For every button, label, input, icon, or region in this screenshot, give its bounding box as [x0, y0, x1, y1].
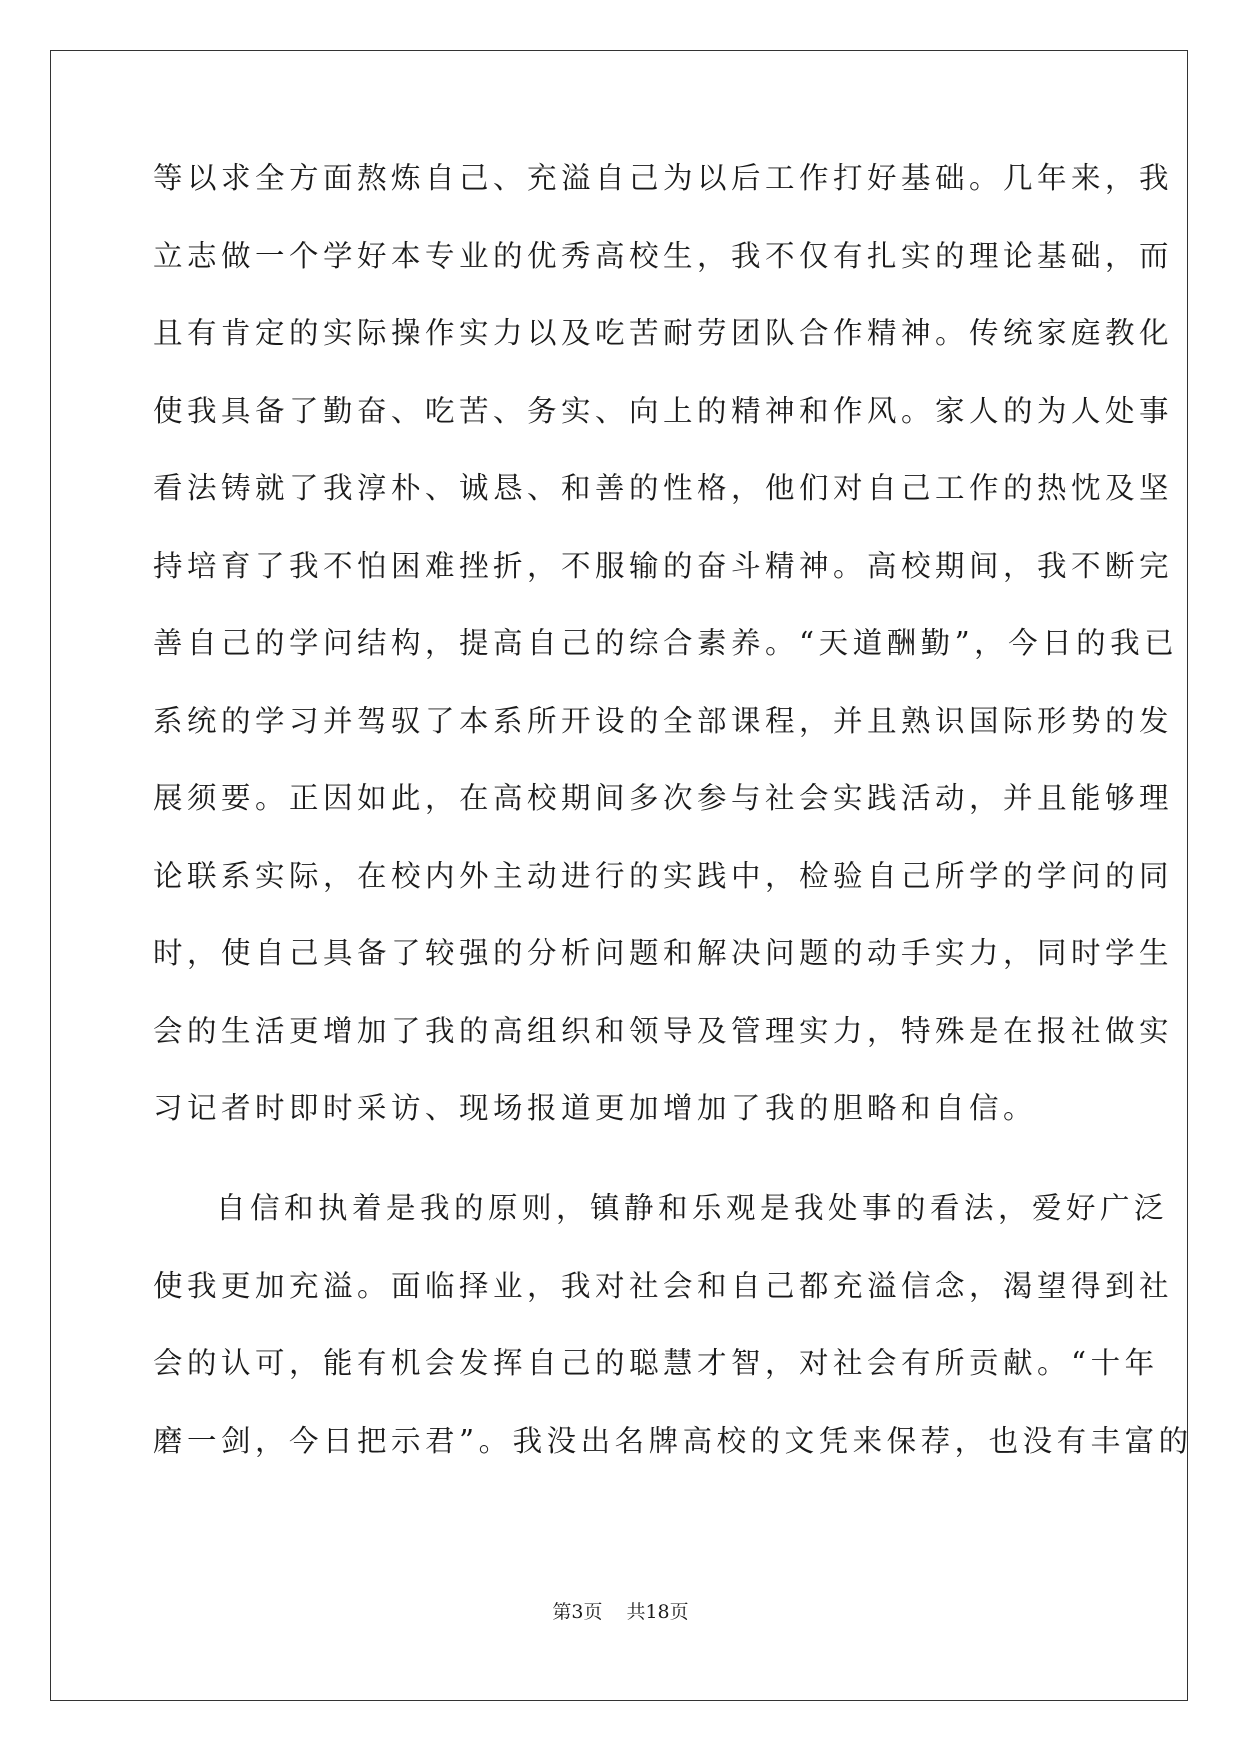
- paragraph-start-line: 自信和执着是我的原则，镇静和乐观是我处事的看法，爱好广泛: [216, 1191, 1169, 1225]
- text-line: 展须要。正因如此，在高校期间多次参与社会实践活动，并且能够理: [153, 781, 1174, 815]
- text-line: 看法铸就了我淳朴、诚恳、和善的性格，他们对自己工作的热忱及坚: [153, 471, 1174, 505]
- text-line: 使我更加充溢。面临择业，我对社会和自己都充溢信念，渴望得到社: [153, 1268, 1174, 1303]
- text-line: 论联系实际，在校内外主动进行的实践中，检验自己所学的学问的同: [153, 858, 1174, 893]
- text-line: 会的认可，能有机会发挥自己的聪慧才智，对社会有所贡献。“十年: [153, 1346, 1159, 1380]
- document-body: [153, 160, 1193, 1500]
- text-line: 立志做一个学好本专业的优秀高校生，我不仅有扎实的理论基础，而: [153, 238, 1174, 273]
- page-total: 共18页: [626, 1601, 689, 1623]
- text-line: 系统的学习并驾驭了本系所开设的全部课程，并且熟识国际形势的发: [153, 703, 1174, 738]
- text-line: 且有肯定的实际操作实力以及吃苦耐劳团队合作精神。传统家庭教化: [153, 316, 1174, 350]
- text-line: 善自己的学问结构，提高自己的综合素养。“天道酬勤”，今日的我已: [153, 626, 1179, 660]
- text-line: 持培育了我不怕困难挫折，不服输的奋斗精神。高校期间，我不断完: [153, 548, 1174, 583]
- text-line: 使我具备了勤奋、吃苦、务实、向上的精神和作风。家人的为人处事: [153, 393, 1174, 428]
- text-line: 磨一剑，今日把示君”。我没出名牌高校的文凭来保荐，也没有丰富的: [153, 1423, 1193, 1458]
- text-line: 等以求全方面熬炼自己、充溢自己为以后工作打好基础。几年来，我: [153, 161, 1174, 195]
- page-number: 第3页: [552, 1601, 603, 1623]
- paragraph-end-line: 习记者时即时采访、现场报道更加增加了我的胆略和自信。: [153, 1091, 1038, 1125]
- page-footer: [0, 1597, 1241, 1624]
- text-line: 会的生活更增加了我的高组织和领导及管理实力，特殊是在报社做实: [153, 1013, 1174, 1048]
- text-line: 时，使自己具备了较强的分析问题和解决问题的动手实力，同时学生: [153, 936, 1174, 970]
